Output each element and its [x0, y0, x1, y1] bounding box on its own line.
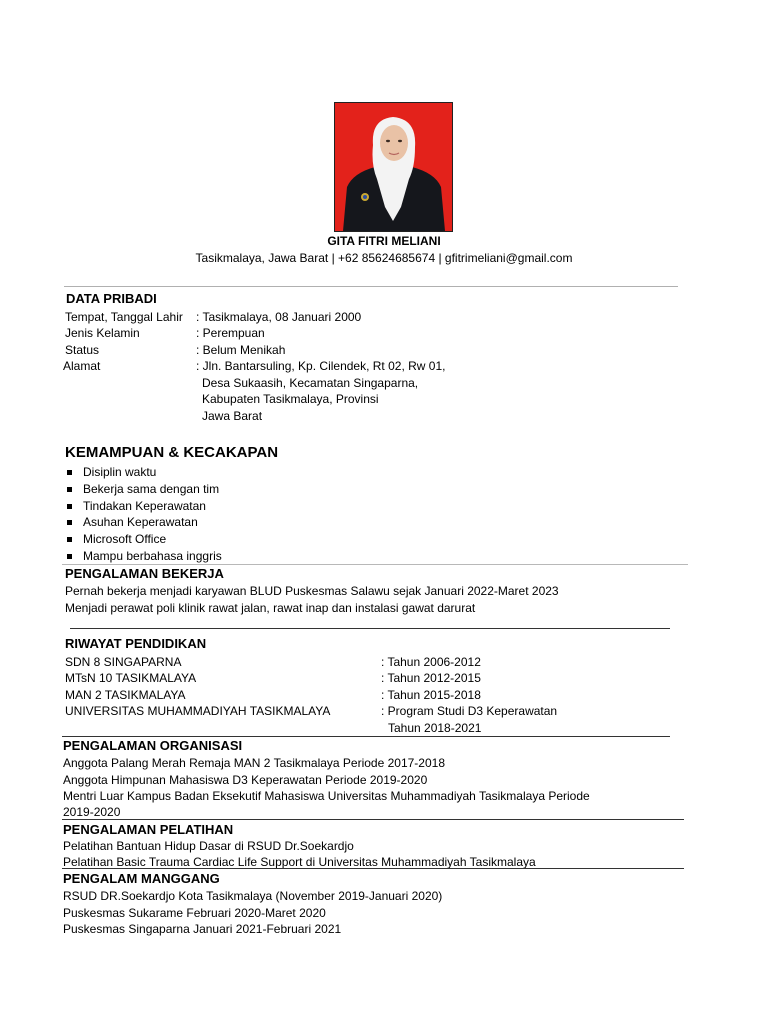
internship-line: RSUD DR.Soekardjo Kota Tasikmalaya (November 2019-Januari 2020): [63, 889, 443, 903]
edu-year: : Tahun 2012-2015: [381, 671, 481, 685]
divider: [62, 819, 684, 820]
section-title-organization: PENGALAMAN ORGANISASI: [63, 738, 243, 753]
work-line: Pernah bekerja menjadi karyawan BLUD Puskesmas Salawu sejak Januari 2022-Maret 2023: [65, 584, 559, 598]
label-address: Alamat: [63, 359, 101, 373]
list-item: Bekerja sama dengan tim: [64, 481, 222, 498]
skills-list: [64, 464, 222, 565]
section-title-skills: KEMAMPUAN & KECAKAPAN: [65, 444, 279, 461]
label-status: Status: [65, 343, 100, 357]
internship-line: Puskesmas Sukarame Februari 2020-Maret 2020: [63, 906, 326, 920]
label-birth: Tempat, Tanggal Lahir: [65, 310, 183, 324]
value-address: : Jln. Bantarsuling, Kp. Cilendek, Rt 02, Rw 01,: [196, 359, 446, 373]
list-item: Asuhan Keperawatan: [64, 514, 222, 531]
edu-school: UNIVERSITAS MUHAMMADIYAH TASIKMALAYA: [65, 704, 331, 718]
edu-year: : Tahun 2015-2018: [381, 688, 481, 702]
profile-photo: [334, 102, 453, 232]
divider: [70, 628, 670, 629]
value-birth: : Tasikmalaya, 08 Januari 2000: [196, 310, 362, 324]
edu-school: MAN 2 TASIKMALAYA: [65, 688, 186, 702]
training-line: Pelatihan Bantuan Hidup Dasar di RSUD Dr.Soekardjo: [63, 839, 354, 853]
address-line: Kabupaten Tasikmalaya, Provinsi: [202, 392, 379, 406]
list-item: Tindakan Keperawatan: [64, 498, 222, 515]
training-line: Pelatihan Basic Trauma Cardiac Life Support di Universitas Muhammadiyah Tasikmalaya: [63, 855, 536, 869]
section-title-education: RIWAYAT PENDIDIKAN: [65, 636, 207, 651]
divider: [62, 868, 684, 869]
contact-line: Tasikmalaya, Jawa Barat | +62 85624685674 | gfitrimeliani@gmail.com: [195, 251, 573, 265]
internship-line: Puskesmas Singaparna Januari 2021-Februari 2021: [63, 922, 342, 936]
divider: [64, 286, 678, 287]
divider: [62, 736, 670, 737]
edu-school: MTsN 10 TASIKMALAYA: [65, 671, 197, 685]
list-item: Disiplin waktu: [64, 464, 222, 481]
org-line: 2019-2020: [63, 805, 121, 819]
list-item: Microsoft Office: [64, 531, 222, 548]
section-title-work: PENGALAMAN BEKERJA: [65, 566, 224, 581]
edu-year: : Program Studi D3 Keperawatan: [381, 704, 558, 718]
value-status: : Belum Menikah: [196, 343, 286, 357]
work-line: Menjadi perawat poli klinik rawat jalan, rawat inap dan instalasi gawat darurat: [65, 601, 476, 615]
edu-year-extra: Tahun 2018-2021: [388, 721, 482, 735]
org-line: Mentri Luar Kampus Badan Eksekutif Mahasiswa Universitas Muhammadiyah Tasikmalaya Periode: [63, 789, 590, 803]
list-item: Mampu berbahasa inggris: [64, 548, 222, 565]
edu-school: SDN 8 SINGAPARNA: [65, 655, 182, 669]
org-line: Anggota Palang Merah Remaja MAN 2 Tasikmalaya Periode 2017-2018: [63, 756, 446, 770]
section-title-training: PENGALAMAN PELATIHAN: [63, 822, 234, 837]
full-name: GITA FITRI MELIANI: [327, 234, 441, 248]
address-line: Desa Sukaasih, Kecamatan Singaparna,: [202, 376, 419, 390]
label-gender: Jenis Kelamin: [65, 326, 140, 340]
org-line: Anggota Himpunan Mahasiswa D3 Keperawatan Periode 2019-2020: [63, 773, 428, 787]
value-gender: : Perempuan: [196, 326, 265, 340]
address-line: Jawa Barat: [202, 409, 263, 423]
divider: [62, 564, 688, 565]
section-title-internship: PENGALAM MANGGANG: [63, 871, 220, 886]
edu-year: : Tahun 2006-2012: [381, 655, 481, 669]
section-title-personal: DATA PRIBADI: [66, 291, 157, 306]
